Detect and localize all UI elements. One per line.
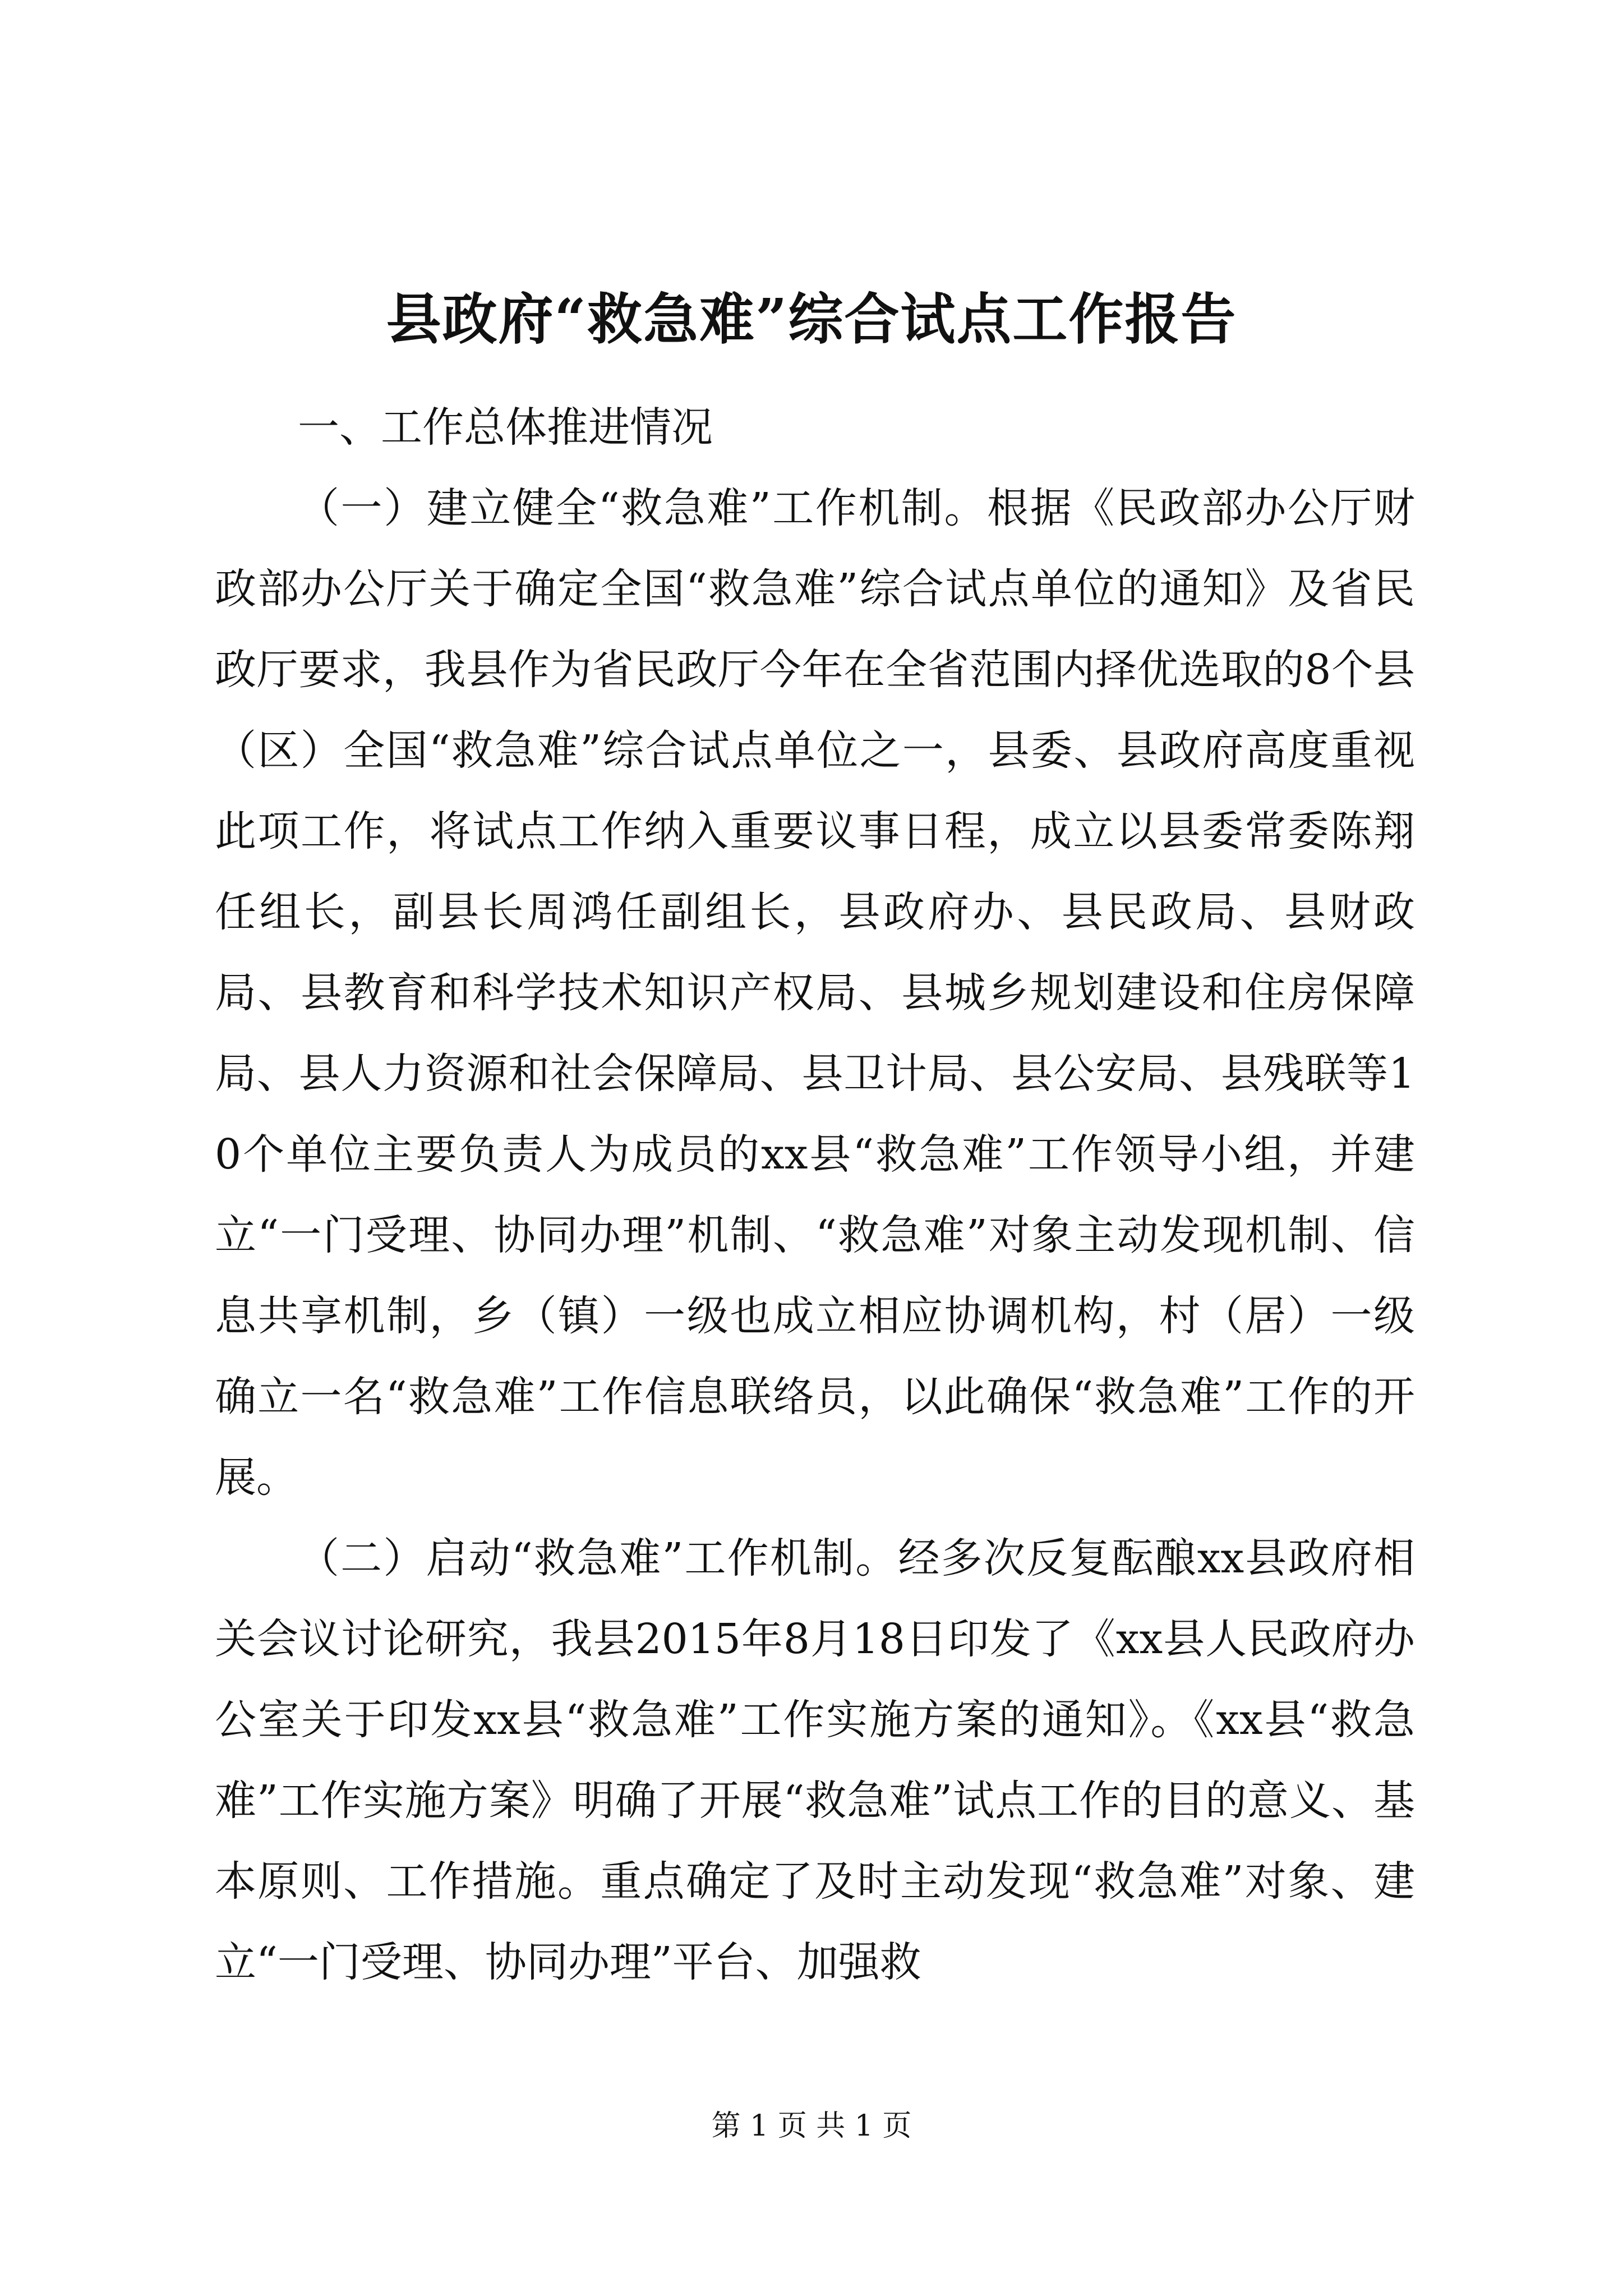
paragraph-1: （一）建立健全“救急难”工作机制。根据《民政部办公厅财政部办公厅关于确定全国“救急难”综合试点单位的通知》及省民政厅要求，我县作为省民政厅今年在全省范围内择优选取的8个县（区）全国“救急难”综合试点单位之一，县委、县政府高度重视此项工作，将试点工作纳入重要议事日程，成立以县委常委陈翔任组长，副县长周鸿任副组长，县政府办、县民政局、县财政局、县教育和科学技术知识产权局、县城乡规划建设和住房保障局、县人力资源和社会保障局、县卫计局、县公安局、县残联等10个单位主要负责人为成员的xx县“救急难”工作领导小组，并建立“一门受理、协同办理”机制、“救急难”对象主动发现机制、信息共享机制，乡（镇）一级也成立相应协调机构，村（居）一级确立一名“救急难”工作信息联络员，以此确保“救急难”工作的开展。 [215,484,1415,1502]
section-heading: 一、工作总体推进情况 [298,403,713,452]
page-footer: 第 1 页 共 1 页 [711,2109,912,2143]
paragraph-2: （二）启动“救急难”工作机制。经多次反复酝酿xx县政府相关会议讨论研究，我县2015年8月18日印发了《xx县人民政府办公室关于印发xx县“救急难”工作实施方案的通知》。《xx县“救急难”工作实施方案》明确了开展“救急难”试点工作的目的意义、基本原则、工作措施。重点确定了及时主动发现“救急难”对象、建立“一门受理、协同办理”平台、加强救 [215,1534,1415,1986]
document-body [215,387,1415,2003]
document-title: 县政府“救急难”综合试点工作报告 [386,287,1237,352]
